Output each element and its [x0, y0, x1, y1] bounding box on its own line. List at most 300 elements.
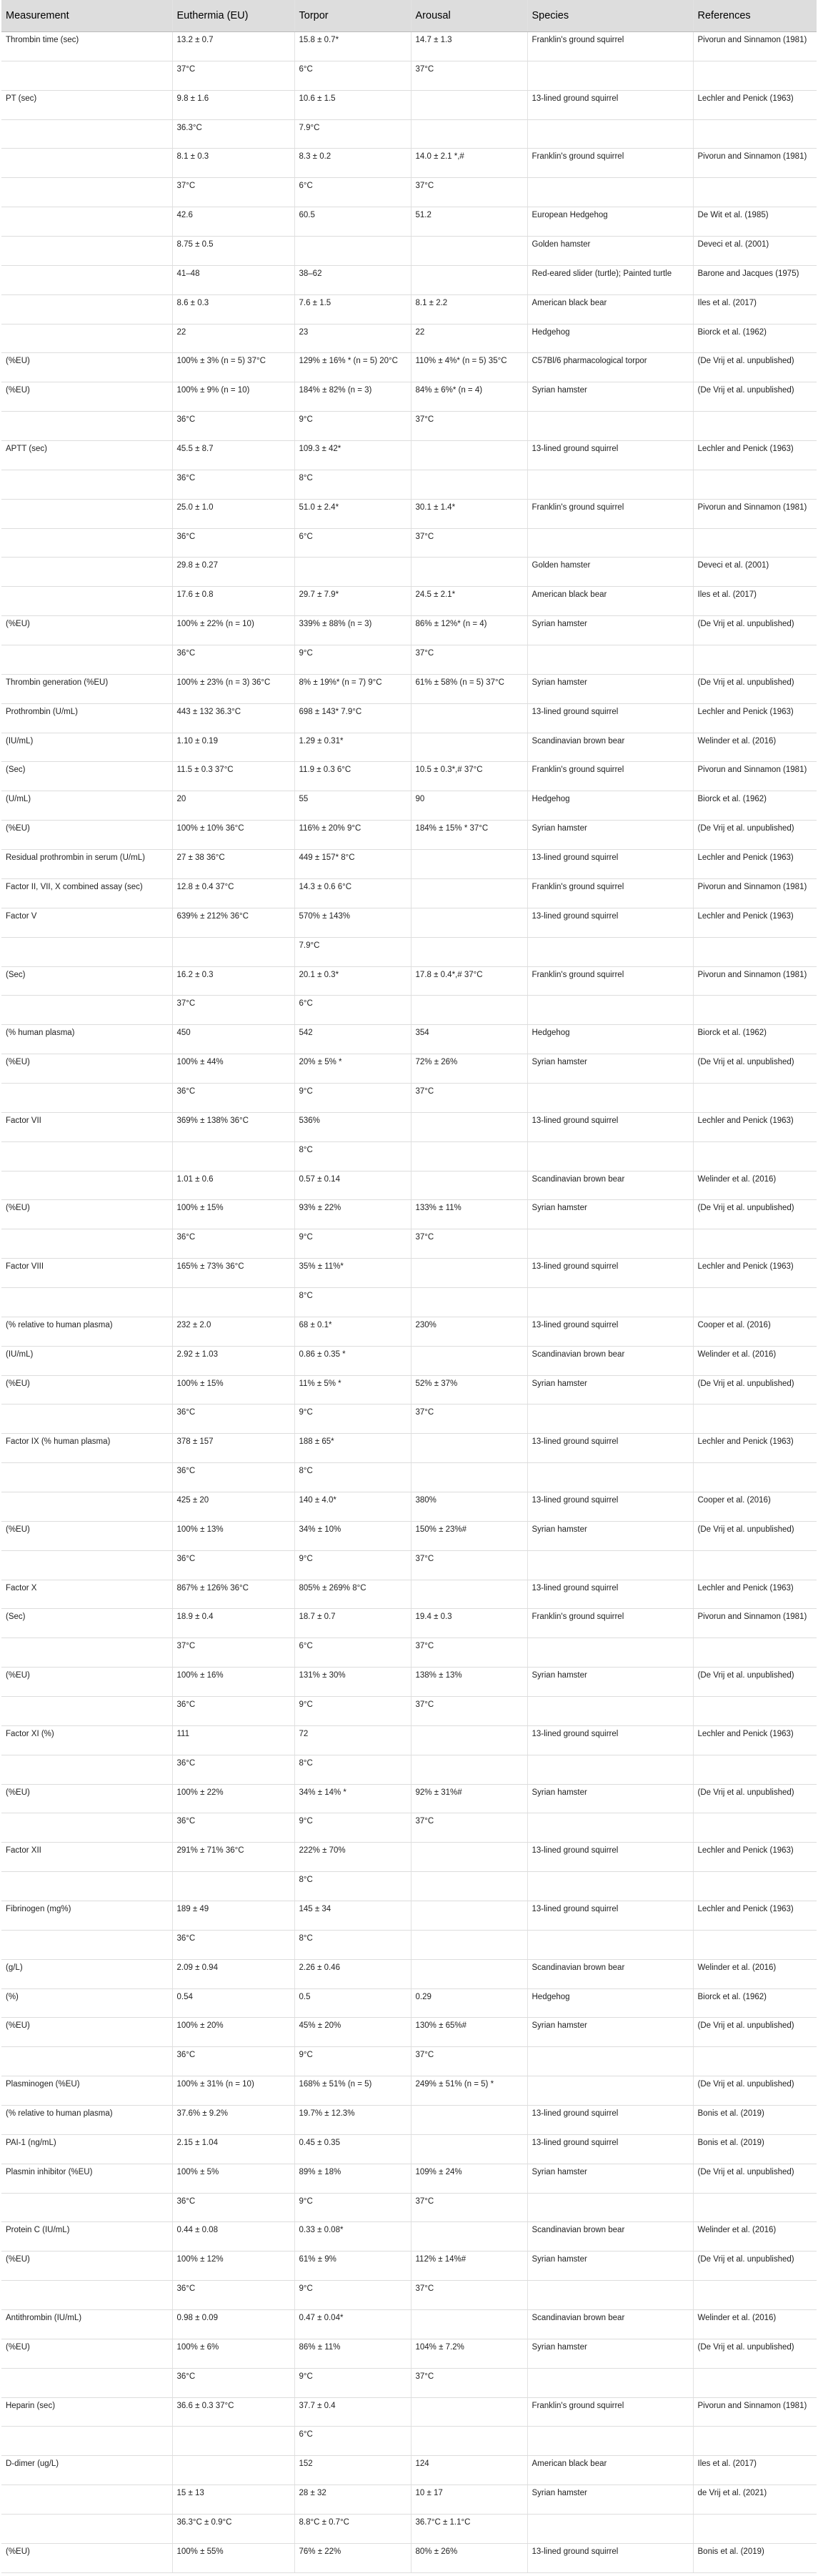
table-cell: 100% ± 22% (n = 10) [172, 616, 294, 645]
table-cell [411, 1725, 527, 1755]
table-cell: 11% ± 5% * [294, 1375, 411, 1405]
table-cell: Golden hamster [527, 558, 693, 587]
table-cell [693, 1141, 817, 1171]
table-cell: 100% ± 22% [172, 1784, 294, 1813]
table-row [1, 1638, 817, 1668]
table-cell: 145 ± 34 [294, 1901, 411, 1931]
table-cell: 36°C [172, 2047, 294, 2076]
table-cell: 36°C [172, 645, 294, 675]
table-cell: 805% ± 269% 8°C [294, 1580, 411, 1609]
table-row [1, 470, 817, 499]
table-cell [1, 1550, 172, 1580]
table-cell: (Sec) [1, 762, 172, 791]
table-cell: 36°C [172, 2281, 294, 2310]
table-cell: 18.7 ± 0.7 [294, 1609, 411, 1638]
table-cell: 0.44 ± 0.08 [172, 2222, 294, 2251]
table-cell [1, 237, 172, 266]
table-cell: Red-eared slider (turtle); Painted turtle [527, 265, 693, 294]
table-cell: 100% ± 10% 36°C [172, 821, 294, 850]
table-cell [527, 1287, 693, 1317]
table-cell [693, 1287, 817, 1317]
table-row [1, 2515, 817, 2544]
table-cell: Syrian hamster [527, 1200, 693, 1229]
table-cell [1, 207, 172, 237]
table-cell: 36°C [172, 1405, 294, 1434]
table-cell: 37.6% ± 9.2% [172, 2106, 294, 2135]
table-cell [1, 1171, 172, 1200]
table-cell: 36°C [172, 528, 294, 558]
table-row [1, 1580, 817, 1609]
table-row [1, 1200, 817, 1229]
table-cell: Factor VII [1, 1112, 172, 1141]
table-cell [1, 528, 172, 558]
table-cell [693, 178, 817, 207]
table-cell [1, 2368, 172, 2397]
table-cell: 42.6 [172, 207, 294, 237]
table-cell: American black bear [527, 294, 693, 324]
table-cell: Franklin's ground squirrel [527, 499, 693, 528]
table-row [1, 1259, 817, 1288]
table-cell: (De Vrij et al. unpublished) [693, 1375, 817, 1405]
table-cell: 11.9 ± 0.3 6°C [294, 762, 411, 791]
table-cell: Syrian hamster [527, 674, 693, 703]
table-cell: 37°C [411, 2047, 527, 2076]
table-cell: (%EU) [1, 616, 172, 645]
table-cell: 24.5 ± 2.1* [411, 587, 527, 616]
table-cell: 0.29 [411, 1988, 527, 2018]
table-cell: 10.6 ± 1.5 [294, 90, 411, 119]
table-row [1, 412, 817, 441]
table-cell: (%) [1, 1988, 172, 2018]
table-row [1, 178, 817, 207]
table-cell: 23 [294, 324, 411, 353]
table-cell: 45% ± 20% [294, 2018, 411, 2047]
table-cell: 9°C [294, 2281, 411, 2310]
table-cell [693, 2047, 817, 2076]
table-cell [411, 2134, 527, 2164]
table-cell: Pivorun and Sinnamon (1981) [693, 499, 817, 528]
table-cell [693, 1405, 817, 1434]
table-cell: (%EU) [1, 821, 172, 850]
table-cell [411, 2310, 527, 2339]
table-cell [411, 470, 527, 499]
table-cell: 6°C [294, 2427, 411, 2456]
table-cell [527, 1550, 693, 1580]
table-cell: 6°C [294, 528, 411, 558]
table-cell: 36.3°C ± 0.9°C [172, 2515, 294, 2544]
table-cell: Syrian hamster [527, 1375, 693, 1405]
table-cell [527, 2076, 693, 2106]
table-cell [172, 2456, 294, 2485]
table-cell: 100% ± 31% (n = 10) [172, 2076, 294, 2106]
table-cell: Heparin (sec) [1, 2397, 172, 2427]
table-cell [1, 2427, 172, 2456]
table-cell: 13-lined ground squirrel [527, 1725, 693, 1755]
table-cell [693, 1872, 817, 1901]
table-row [1, 966, 817, 996]
table-cell: 37°C [172, 1638, 294, 1668]
table-cell: 6°C [294, 61, 411, 90]
table-cell: 10.5 ± 0.3*,# 37°C [411, 762, 527, 791]
table-cell: Factor X [1, 1580, 172, 1609]
table-cell: Bonis et al. (2019) [693, 2134, 817, 2164]
table-cell: 100% ± 6% [172, 2339, 294, 2368]
table-row [1, 237, 817, 266]
table-row [1, 1287, 817, 1317]
table-cell: 36°C [172, 2193, 294, 2222]
table-cell: Cooper et al. (2016) [693, 1317, 817, 1346]
table-cell: 369% ± 138% 36°C [172, 1112, 294, 1141]
table-cell: Protein C (IU/mL) [1, 2222, 172, 2251]
table-cell [1, 1287, 172, 1317]
table-cell: 27 ± 38 36°C [172, 850, 294, 879]
table-cell: Lechler and Penick (1963) [693, 441, 817, 470]
table-cell: 542 [294, 1025, 411, 1054]
table-cell: 0.86 ± 0.35 * [294, 1346, 411, 1375]
table-cell: Thrombin generation (%EU) [1, 674, 172, 703]
table-cell: 2.15 ± 1.04 [172, 2134, 294, 2164]
table-cell: 138% ± 13% [411, 1668, 527, 1697]
table-cell: Welinder et al. (2016) [693, 2222, 817, 2251]
table-cell: (%EU) [1, 1784, 172, 1813]
table-cell: 100% ± 3% (n = 5) 37°C [172, 353, 294, 382]
table-cell [527, 1083, 693, 1112]
table-cell [294, 558, 411, 587]
table-cell: 76% ± 22% [294, 2543, 411, 2572]
table-cell: 37°C [172, 178, 294, 207]
table-row [1, 1025, 817, 1054]
table-row [1, 558, 817, 587]
table-cell: 100% ± 15% [172, 1200, 294, 1229]
table-cell: Syrian hamster [527, 2164, 693, 2193]
table-cell: 45.5 ± 8.7 [172, 441, 294, 470]
table-cell: Lechler and Penick (1963) [693, 90, 817, 119]
table-cell: American black bear [527, 2456, 693, 2485]
table-row [1, 1959, 817, 1988]
table-cell [1, 470, 172, 499]
table-row [1, 119, 817, 149]
table-cell: 36°C [172, 412, 294, 441]
table-cell [527, 1463, 693, 1492]
table-cell: 12.8 ± 0.4 37°C [172, 878, 294, 908]
table-cell [527, 2427, 693, 2456]
table-cell: 8.75 ± 0.5 [172, 237, 294, 266]
table-cell: 36°C [172, 1696, 294, 1725]
table-cell: 8°C [294, 1872, 411, 1901]
table-cell: (IU/mL) [1, 1346, 172, 1375]
table-row [1, 645, 817, 675]
table-cell [527, 2368, 693, 2397]
table-cell: (U/mL) [1, 791, 172, 821]
table-cell: Franklin's ground squirrel [527, 878, 693, 908]
table-cell [527, 645, 693, 675]
table-cell [693, 2368, 817, 2397]
table-row [1, 1405, 817, 1434]
table-cell: de Vrij et al. (2021) [693, 2485, 817, 2515]
table-cell: 1.29 ± 0.31* [294, 733, 411, 762]
table-cell: 90 [411, 791, 527, 821]
table-cell: 35% ± 11%* [294, 1259, 411, 1288]
table-cell: Pivorun and Sinnamon (1981) [693, 2397, 817, 2427]
table-row [1, 1988, 817, 2018]
table-cell: 13-lined ground squirrel [527, 1259, 693, 1288]
table-cell: (% human plasma) [1, 1025, 172, 1054]
table-row [1, 207, 817, 237]
table-cell [693, 1696, 817, 1725]
table-row [1, 762, 817, 791]
table-cell: 7.9°C [294, 119, 411, 149]
table-cell [693, 61, 817, 90]
table-cell: Biorck et al. (1962) [693, 1988, 817, 2018]
table-cell: 100% ± 55% [172, 2543, 294, 2572]
table-cell: 13-lined ground squirrel [527, 2543, 693, 2572]
table-cell [1, 558, 172, 587]
table-cell: 36°C [172, 1229, 294, 1259]
table-cell: 698 ± 143* 7.9°C [294, 703, 411, 733]
table-cell: 0.33 ± 0.08* [294, 2222, 411, 2251]
table-cell [411, 850, 527, 879]
table-row [1, 2543, 817, 2572]
table-cell: 20 [172, 791, 294, 821]
table-cell [1, 1813, 172, 1843]
table-cell [411, 265, 527, 294]
table-row [1, 733, 817, 762]
table-cell [1, 996, 172, 1025]
table-cell: 189 ± 49 [172, 1901, 294, 1931]
table-cell: 72 [294, 1725, 411, 1755]
table-cell: APTT (sec) [1, 441, 172, 470]
table-cell: 2.26 ± 0.46 [294, 1959, 411, 1988]
table-cell: Syrian hamster [527, 616, 693, 645]
table-row [1, 2485, 817, 2515]
table-cell: Prothrombin (U/mL) [1, 703, 172, 733]
table-cell: 19.7% ± 12.3% [294, 2106, 411, 2135]
table-cell [527, 178, 693, 207]
table-cell: (De Vrij et al. unpublished) [693, 1521, 817, 1550]
table-row [1, 1668, 817, 1697]
table-row [1, 1550, 817, 1580]
table-cell: 9°C [294, 1813, 411, 1843]
table-cell: (De Vrij et al. unpublished) [693, 616, 817, 645]
table-row [1, 2310, 817, 2339]
table-cell: 9°C [294, 2193, 411, 2222]
table-cell: 86% ± 11% [294, 2339, 411, 2368]
table-cell: (IU/mL) [1, 733, 172, 762]
table-cell: 37.7 ± 0.4 [294, 2397, 411, 2427]
col-header: Species [527, 0, 693, 32]
table-cell: PAI-1 (ng/mL) [1, 2134, 172, 2164]
table-cell: Barone and Jacques (1975) [693, 265, 817, 294]
table-cell: Scandinavian brown bear [527, 1171, 693, 1200]
table-cell: Hedgehog [527, 1988, 693, 2018]
table-cell: Factor II, VII, X combined assay (sec) [1, 878, 172, 908]
table-row [1, 1083, 817, 1112]
table-cell: 36°C [172, 1755, 294, 1784]
table-row [1, 850, 817, 879]
table-cell: Welinder et al. (2016) [693, 2310, 817, 2339]
table-cell: Franklin's ground squirrel [527, 2397, 693, 2427]
table-cell: (De Vrij et al. unpublished) [693, 674, 817, 703]
table-cell: 22 [172, 324, 294, 353]
table-cell: 13-lined ground squirrel [527, 1492, 693, 1521]
table-cell [527, 119, 693, 149]
table-cell: 2.92 ± 1.03 [172, 1346, 294, 1375]
table-cell: Pivorun and Sinnamon (1981) [693, 1609, 817, 1638]
table-cell: Syrian hamster [527, 1054, 693, 1084]
table-cell [693, 1638, 817, 1668]
table-cell: Hedgehog [527, 1025, 693, 1054]
table-cell [693, 2281, 817, 2310]
table-cell [411, 441, 527, 470]
table-cell: 13-lined ground squirrel [527, 850, 693, 879]
table-cell: Pivorun and Sinnamon (1981) [693, 32, 817, 61]
table-cell [411, 1930, 527, 1959]
table-cell: 8°C [294, 470, 411, 499]
table-cell: 184% ± 82% (n = 3) [294, 382, 411, 412]
col-header: References [693, 0, 817, 32]
table-row [1, 2076, 817, 2106]
table-cell: 129% ± 16% * (n = 5) 20°C [294, 353, 411, 382]
table-cell: 140 ± 4.0* [294, 1492, 411, 1521]
col-header: Measurement [1, 0, 172, 32]
table-cell: 93% ± 22% [294, 1200, 411, 1229]
table-cell [693, 412, 817, 441]
table-cell [1, 2281, 172, 2310]
table-cell: (%EU) [1, 1200, 172, 1229]
table-cell: 8.8°C ± 0.7°C [294, 2515, 411, 2544]
table-cell [1, 119, 172, 149]
table-cell: 150% ± 23%# [411, 1521, 527, 1550]
col-header: Euthermia (EU) [172, 0, 294, 32]
table-cell: Iles et al. (2017) [693, 294, 817, 324]
table-cell: (% relative to human plasma) [1, 2106, 172, 2135]
table-cell [693, 1755, 817, 1784]
table-cell: Franklin's ground squirrel [527, 32, 693, 61]
table-cell: Lechler and Penick (1963) [693, 1580, 817, 1609]
table-cell [411, 1141, 527, 1171]
table-cell: 131% ± 30% [294, 1668, 411, 1697]
table-row [1, 1317, 817, 1346]
table-cell [172, 1287, 294, 1317]
table-cell: Scandinavian brown bear [527, 2310, 693, 2339]
table-cell [172, 2427, 294, 2456]
table-cell: 37°C [411, 1696, 527, 1725]
table-cell: 55 [294, 791, 411, 821]
table-cell: D-dimer (ug/L) [1, 2456, 172, 2485]
table-cell: 34% ± 14% * [294, 1784, 411, 1813]
table-cell: 13-lined ground squirrel [527, 908, 693, 937]
table-cell: 14.7 ± 1.3 [411, 32, 527, 61]
table-cell: 867% ± 126% 36°C [172, 1580, 294, 1609]
table-cell: Scandinavian brown bear [527, 2222, 693, 2251]
table-cell [1, 645, 172, 675]
table-cell: Biorck et al. (1962) [693, 324, 817, 353]
table-cell: Welinder et al. (2016) [693, 1171, 817, 1200]
table-cell: (%EU) [1, 1375, 172, 1405]
table-cell: Syrian hamster [527, 382, 693, 412]
table-cell [411, 2427, 527, 2456]
table-cell: 36°C [172, 1083, 294, 1112]
table-row [1, 2106, 817, 2135]
table-cell [411, 237, 527, 266]
table-cell [1, 1492, 172, 1521]
table-cell: 0.98 ± 0.09 [172, 2310, 294, 2339]
table-cell: 443 ± 132 36.3°C [172, 703, 294, 733]
col-header: Torpor [294, 0, 411, 32]
table-cell: American black bear [527, 587, 693, 616]
table-cell: (De Vrij et al. unpublished) [693, 1200, 817, 1229]
table-cell: (De Vrij et al. unpublished) [693, 2076, 817, 2106]
table-cell: 36.7°C ± 1.1°C [411, 2515, 527, 2544]
table-cell: 8°C [294, 1463, 411, 1492]
table-cell: 36°C [172, 470, 294, 499]
table-cell: Lechler and Penick (1963) [693, 1843, 817, 1872]
table-cell [693, 2427, 817, 2456]
table-cell [411, 1755, 527, 1784]
table-cell: 37°C [411, 1083, 527, 1112]
table-cell: 109% ± 24% [411, 2164, 527, 2193]
table-row [1, 2456, 817, 2485]
table-row [1, 528, 817, 558]
table-cell: 36°C [172, 1550, 294, 1580]
table-cell: 29.7 ± 7.9* [294, 587, 411, 616]
table-cell [1, 1696, 172, 1725]
table-row [1, 908, 817, 937]
table-cell [1, 2515, 172, 2544]
table-cell: Welinder et al. (2016) [693, 733, 817, 762]
table-cell: Factor XII [1, 1843, 172, 1872]
table-cell [411, 1346, 527, 1375]
table-cell [411, 1843, 527, 1872]
table-cell: 152 [294, 2456, 411, 2485]
table-cell: 291% ± 71% 36°C [172, 1843, 294, 1872]
table-cell: (%EU) [1, 2339, 172, 2368]
table-cell: 184% ± 15% * 37°C [411, 821, 527, 850]
table-cell: (Sec) [1, 966, 172, 996]
table-cell: 51.0 ± 2.4* [294, 499, 411, 528]
table-cell: Residual prothrombin in serum (U/mL) [1, 850, 172, 879]
table-cell: Syrian hamster [527, 1521, 693, 1550]
table-cell [411, 1463, 527, 1492]
table-cell: 36.3°C [172, 119, 294, 149]
table-cell: 6°C [294, 996, 411, 1025]
table-cell: (De Vrij et al. unpublished) [693, 1668, 817, 1697]
table-cell: 639% ± 212% 36°C [172, 908, 294, 937]
table-cell: 37°C [411, 1229, 527, 1259]
table-cell: Franklin's ground squirrel [527, 149, 693, 178]
table-cell: European Hedgehog [527, 207, 693, 237]
table-cell: 13-lined ground squirrel [527, 1580, 693, 1609]
table-row [1, 2018, 817, 2047]
table-cell: Scandinavian brown bear [527, 733, 693, 762]
table-cell [1, 1405, 172, 1434]
table-cell [1, 178, 172, 207]
table-cell: (%EU) [1, 2018, 172, 2047]
table-row [1, 1463, 817, 1492]
table-cell: 110% ± 4%* (n = 5) 35°C [411, 353, 527, 382]
table-cell [693, 470, 817, 499]
table-cell [1, 587, 172, 616]
table-cell: 7.9°C [294, 937, 411, 966]
table-cell [1, 324, 172, 353]
table-cell [527, 2193, 693, 2222]
table-cell: 116% ± 20% 9°C [294, 821, 411, 850]
table-cell: 52% ± 37% [411, 1375, 527, 1405]
table-cell: (De Vrij et al. unpublished) [693, 2339, 817, 2368]
table-cell: Syrian hamster [527, 1784, 693, 1813]
table-cell [411, 1580, 527, 1609]
table-cell: 104% ± 7.2% [411, 2339, 527, 2368]
